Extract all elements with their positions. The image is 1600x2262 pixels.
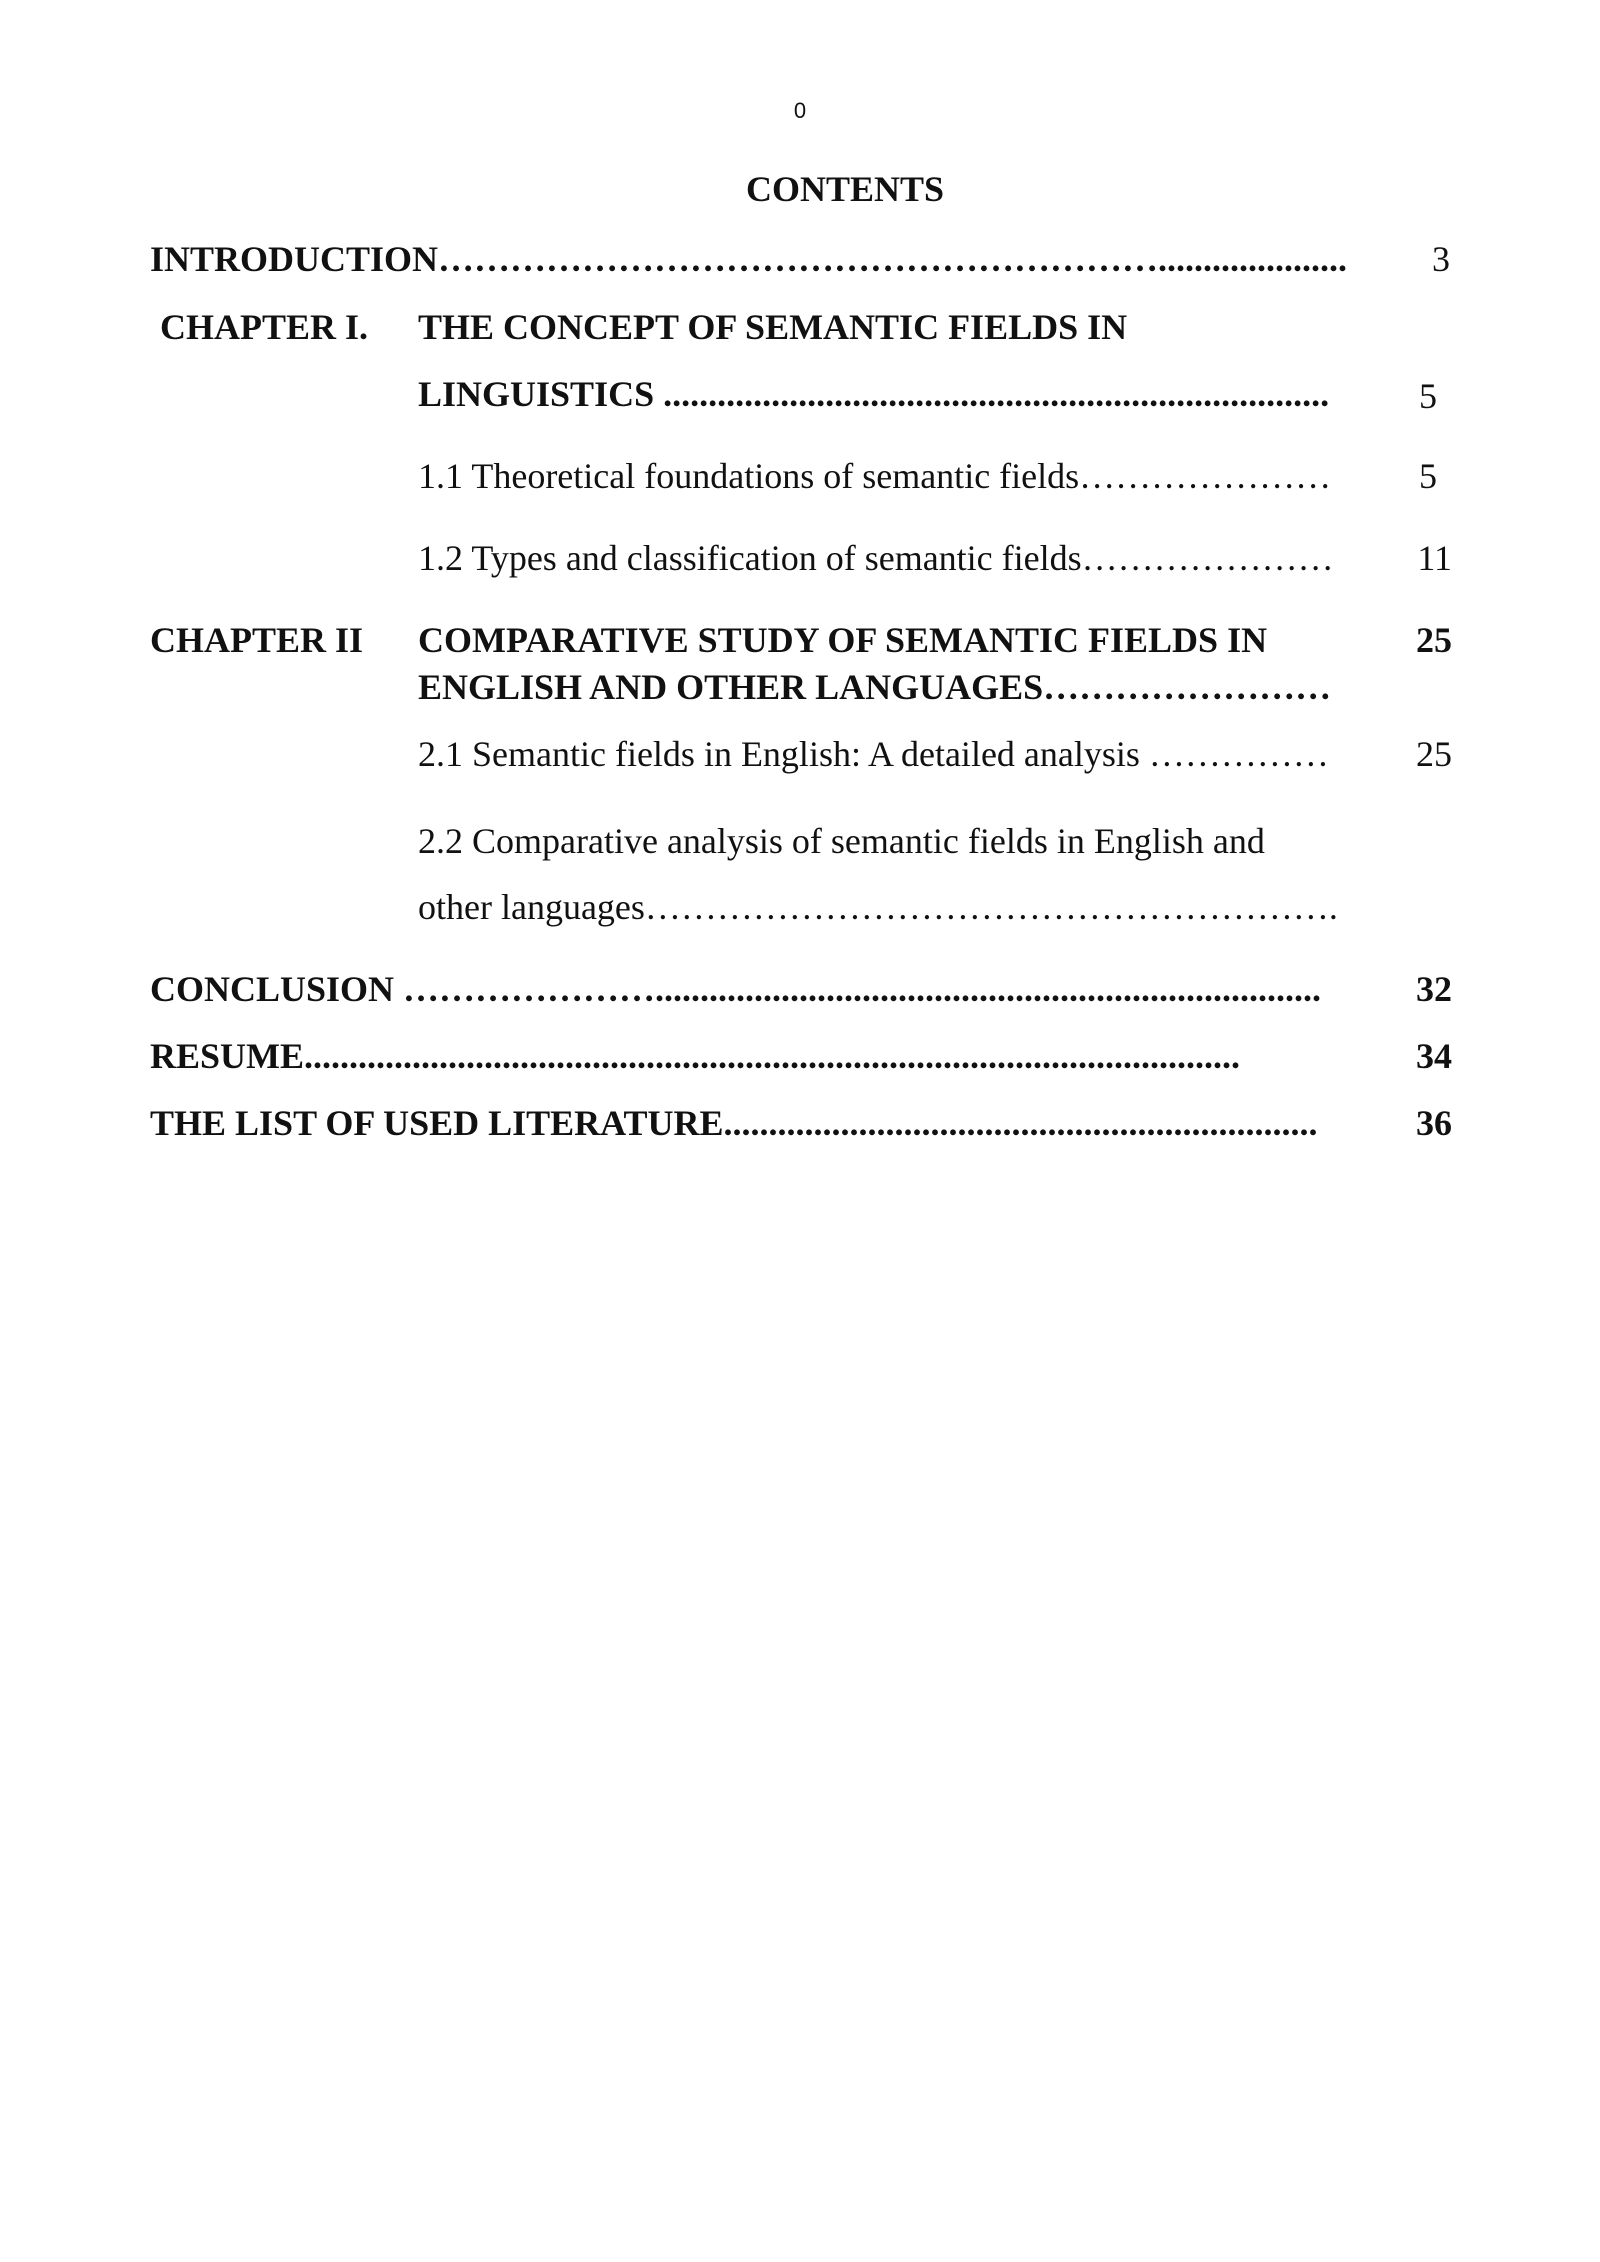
toc-entry-literature[interactable]: THE LIST OF USED LITERATURE.................................................................. [150,1103,1318,1143]
toc-page-literature: 36 [1416,1103,1452,1143]
toc-section-1-1[interactable]: 1.1 Theoretical foundations of semantic fields………………… [418,456,1332,496]
toc-page-introduction: 3 [1432,239,1450,279]
toc-page-section-2-1: 25 [1416,734,1452,774]
toc-page-section-1-2: 11 [1417,538,1452,578]
toc-chapter1-title-line2[interactable]: LINGUISTICS .......................................................................... [418,374,1330,414]
contents-title: CONTENTS [745,169,945,209]
toc-page-conclusion: 32 [1416,969,1452,1009]
toc-entry-conclusion[interactable]: CONCLUSION ………………….......................................................................... [150,969,1322,1009]
toc-chapter1-title-line1[interactable]: THE CONCEPT OF SEMANTIC FIELDS IN [418,307,1128,347]
toc-page-resume: 34 [1416,1036,1452,1076]
toc-chapter2-title-line1[interactable]: COMPARATIVE STUDY OF SEMANTIC FIELDS IN [418,620,1268,660]
page-number: 0 [793,98,807,123]
toc-section-2-1[interactable]: 2.1 Semantic fields in English: A detailed analysis …………… [418,734,1329,774]
toc-page-section-1-1: 5 [1419,456,1437,496]
toc-page-chapter1: 5 [1419,376,1437,416]
toc-entry-resume[interactable]: RESUME........................................................................................................ [150,1036,1241,1076]
toc-section-2-2-line1[interactable]: 2.2 Comparative analysis of semantic fields in English and [418,821,1265,861]
toc-chapter1-label: CHAPTER I. [160,307,369,347]
toc-page-chapter2: 25 [1416,620,1452,660]
toc-section-1-2[interactable]: 1.2 Types and classification of semantic fields………………… [418,538,1334,578]
toc-entry-introduction[interactable]: INTRODUCTION……………………………………………………..................... [150,239,1348,279]
toc-chapter2-label: CHAPTER II [150,620,364,660]
toc-section-2-2-line2[interactable]: other languages…………………………………………………. [418,887,1338,927]
toc-chapter2-title-line2[interactable]: ENGLISH AND OTHER LANGUAGES…………………… [418,667,1332,707]
